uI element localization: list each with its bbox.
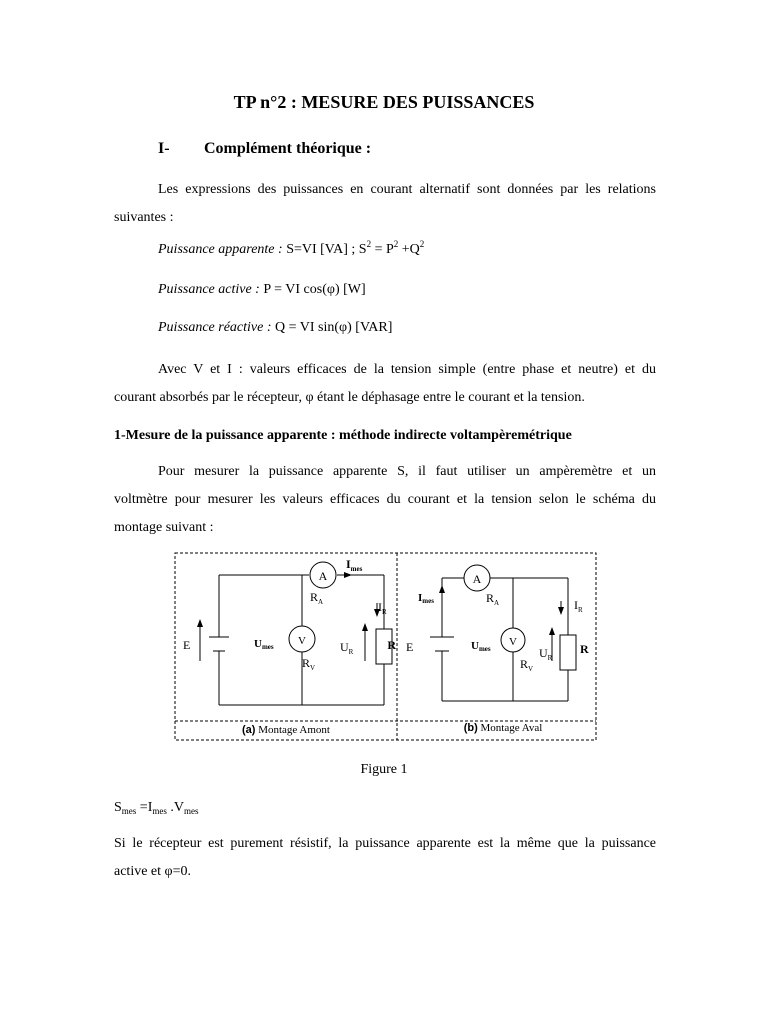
smes-formula [114,800,198,816]
smes-mid: =I [136,800,153,815]
label-umes-a [254,638,274,651]
formula-apparent-a: S=VI [VA] ; S [286,242,367,257]
label-imes-a-sub: mes [350,565,363,573]
pour-line-1: Pour mesurer la puissance apparente S, il faut utiliser un ampèremètre et un [158,464,656,479]
formula-active-expr: P = VI cos(φ) [W] [263,282,366,297]
caption-b-text: Montage Aval [477,722,543,734]
section-number: I- [158,140,170,157]
avec-line-1: Avec V et I : valeurs efficaces de la tension simple (entre phase et neutre) et du [158,362,656,377]
intro-line-1: Les expressions des puissances en courant alternatif sont données par les relations [158,182,656,197]
label-ur-b-sub: R [547,654,553,662]
label-rv-b-main: R [520,657,529,671]
label-rv-a-sub: V [310,664,316,672]
smes-sub-1: mes [121,806,137,816]
arrow-U-aval [549,627,555,635]
subsection-title: 1-Mesure de la puissance apparente : méthode indirecte voltampèremétrique [114,428,572,443]
conclusion-line-2: active et φ=0. [114,864,191,879]
ammeter-label-a: A [318,569,328,583]
smes-dot: .V [166,800,184,815]
formula-active-label: Puissance active : [158,282,260,297]
figure-frame [175,553,596,740]
label-rv-b-sub: V [528,665,534,673]
caption-b [464,722,543,734]
page-title: TP n°2 : MESURE DES PUISSANCES [233,92,535,112]
label-ir-a [378,600,387,616]
label-ir-b-main: I [574,598,578,612]
label-rv-a [302,656,315,672]
label-ra-a [310,590,323,606]
sup-p: 2 [393,239,399,249]
ammeter-label-b: A [472,572,482,586]
formula-reactive-label: Puissance réactive : [158,320,272,335]
formula-apparent-c: +Q [398,242,420,257]
smes-s: S [114,800,122,815]
formula-apparent-b: = P [371,242,394,257]
label-ra-b [486,591,499,607]
label-e-a: E [183,638,191,652]
label-ra-a-main: R [310,590,319,604]
label-umes-a-main: U [254,638,262,650]
label-ir-a-sub: R [382,608,387,616]
label-imes-a [346,557,363,573]
formula-apparent-label: Puissance apparente : [158,242,283,257]
label-ur-a [340,640,354,656]
label-ur-a-sub: R [348,648,354,656]
label-imes-b-main: I [418,592,423,604]
arrow-Imes-aval [439,585,445,593]
figure-caption: Figure 1 [360,762,408,777]
label-ra-b-sub: A [494,599,500,607]
formula-active [158,282,366,298]
formula-reactive [158,320,392,336]
arrow-U-amont [362,623,368,631]
caption-a-text: Montage Amont [255,724,331,736]
label-imes-a-main: I [346,557,351,571]
label-ra-a-sub: A [318,598,324,606]
label-umes-b-main: U [471,640,479,652]
label-umes-b [471,640,491,653]
label-umes-b-sub: mes [478,645,491,653]
label-r-a: R [387,638,396,652]
conclusion-line-1: Si le récepteur est purement résistif, la puissance apparente est la même que la puissance [114,836,656,851]
label-ur-b-main: U [539,646,548,660]
label-ir-b-sub: R [578,606,583,614]
sup-q: 2 [419,239,425,249]
pour-line-3: montage suivant : [114,520,214,535]
circuit-figure [174,551,598,743]
label-ir-a-main: I [378,600,382,614]
label-ir-b [574,598,583,614]
label-ur-b [539,646,553,662]
section-title: Complément théorique : [204,140,372,157]
label-r-b: R [580,642,589,656]
arrow-IR-aval [558,607,564,615]
avec-line-2: courant absorbés par le récepteur, φ étant le déphasage entre le courant et la tension. [114,390,585,405]
label-ra-b-main: R [486,591,495,605]
intro-line-2: suivantes : [114,210,174,225]
label-umes-a-sub: mes [261,643,274,651]
circuit-amont [200,562,392,705]
pour-line-2: voltmètre pour mesurer les valeurs efficaces du courant et la tension selon le schéma du [114,492,656,507]
voltmeter-label-b: V [509,636,517,648]
label-imes-b [418,592,434,605]
sup-s: 2 [366,239,372,249]
voltmeter-label-a: V [298,635,306,647]
smes-sub-3: mes [183,806,199,816]
label-rv-b [520,657,533,673]
caption-a-tag: (a) [241,724,256,736]
smes-sub-2: mes [152,806,167,816]
caption-b-tag: (b) [463,722,478,734]
label-ur-a-main: U [340,640,349,654]
label-rv-a-main: R [302,656,311,670]
formula-apparent [158,239,425,258]
label-imes-b-sub: mes [422,597,434,605]
label-e-b: E [406,640,414,654]
arrow-E-amont [197,619,203,627]
caption-a [242,724,330,736]
formula-reactive-expr: Q = VI sin(φ) [VAR] [275,320,393,335]
